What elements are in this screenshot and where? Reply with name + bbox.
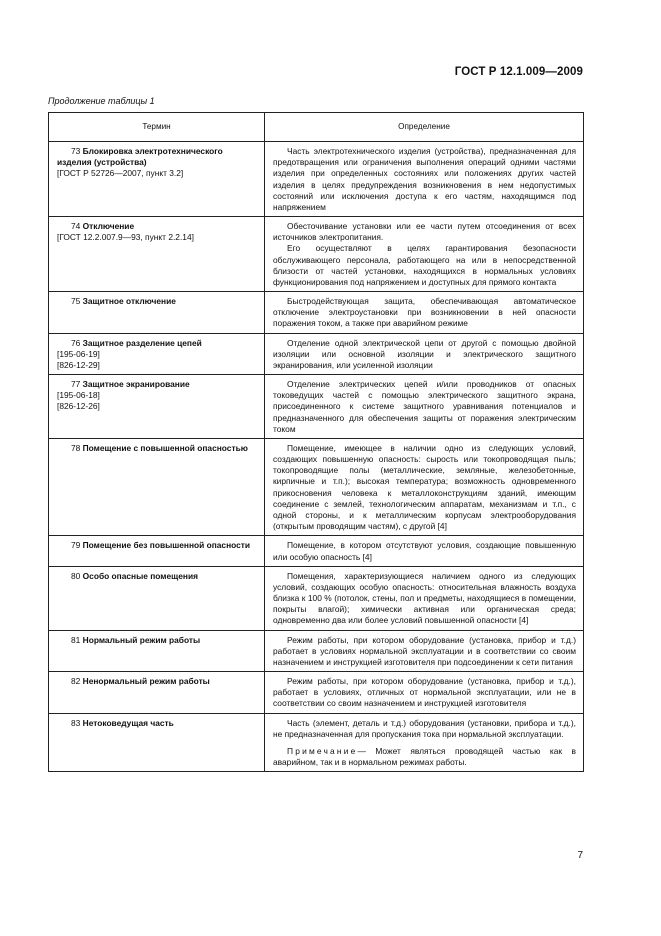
table-row <box>49 292 584 334</box>
table-row <box>49 536 584 566</box>
table-body <box>49 142 584 772</box>
definition-text: Быстродействующая защита, обеспечивающая автоматическое отключение электроустановки при возникновении в ней опасности поражения током, а также при аварийном режиме <box>273 296 576 329</box>
definition-cell <box>265 375 584 439</box>
table-row <box>49 375 584 439</box>
table-row <box>49 672 584 714</box>
definition-text: Отделение одной электрической цепи от другой с помощью двойной изоляции или основной изоляции и электрического защитного экранирования, или усиленной изоляции <box>273 337 576 370</box>
definition-text: Режим работы, при котором оборудование (установка, прибор и т.д.) работает в условиях нормальной эксплуатации и в соответствии со своим назначением и инструкцией изготовителя при подсоединении к сети питания <box>273 634 576 667</box>
term-cell <box>49 672 265 714</box>
term-number: 73 <box>71 146 81 156</box>
term-reference: [826-12-26] <box>57 401 100 412</box>
term-name: Нетоковедущая часть <box>82 717 174 728</box>
table-row <box>49 333 584 375</box>
term-name: Защитное экранирование <box>82 379 190 390</box>
term-cell <box>49 375 265 439</box>
term-cell <box>49 536 265 566</box>
term-cell <box>49 142 265 217</box>
definition-text: Часть электротехнического изделия (устройства), предназначенная для предотвращения или ограничения выполнения операций одними частями изделия при определенных состояниях или положениях других частей изделия в целях предупреждения возникновения в нем недопустимых состояний или исключения доступа к его частям, находящимся под напряжением <box>273 146 576 212</box>
definition-cell <box>265 536 584 566</box>
term-reference: [826-12-29] <box>57 359 100 370</box>
term-number: 80 <box>71 570 81 581</box>
definition-text: Его осуществляют в целях гарантирования безопасности обслуживающего персонала, работающего на или в непосредственной близости от частей установки, находящихся в нормальных условиях функционирования под напряжением и доступных для прямого контакта <box>273 243 576 287</box>
definition-text: Помещения, характеризующиеся наличием одного из следующих условий, создающих особую опасность: относительная влажность воздуха близка к 100 % (потолок, стены, пол и предметы, находящиеся в помещении, покрыты влагой); химически активная или органическая среда; одновременно два или более условий повышенной опасности [4] <box>273 570 576 626</box>
term-cell <box>49 438 265 535</box>
term-number: 83 <box>71 717 81 728</box>
term-reference: [ГОСТ Р 52726—2007, пункт 3.2] <box>57 168 184 179</box>
term-number: 78 <box>71 442 81 453</box>
definition-text: Часть (элемент, деталь и т.д.) оборудования (установки, прибора и т.д.), не предназначенная для пропускания тока при нормальной эксплуатации. <box>273 717 576 739</box>
term-name: Помещение без повышенной опасности <box>82 540 251 551</box>
term-number: 74 <box>71 221 81 232</box>
standard-designation: ГОСТ Р 12.1.009—2009 <box>454 66 583 78</box>
term-name: Защитное отключение <box>82 296 176 307</box>
term-number: 81 <box>71 634 81 645</box>
term-cell <box>49 630 265 672</box>
table-row <box>49 566 584 630</box>
definition-cell <box>265 672 584 714</box>
definition-cell <box>265 333 584 375</box>
table-row <box>49 630 584 672</box>
term-cell <box>49 292 265 334</box>
definition-text: Отделение электрических цепей и/или проводников от опасных токоведущих частей с помощью электрического защитного экрана, присоединенного к системе защитного уравнивания потенциалов и предназначенного для обеспечения защиты от поражения электрическим током <box>273 379 576 434</box>
term-number: 82 <box>71 676 81 687</box>
term-reference: [ГОСТ 12.2.007.9—93, пункт 2.2.14] <box>57 232 194 243</box>
term-name: Ненормальный режим работы <box>82 676 210 687</box>
term-name: Нормальный режим работы <box>82 634 201 645</box>
definition-cell <box>265 566 584 630</box>
table-row <box>49 438 584 535</box>
term-name: Помещение с повышенной опасностью <box>82 442 248 453</box>
term-name: Блокировка электротехнического изделия (устройства) <box>57 146 223 168</box>
page-number: 7 <box>577 850 583 861</box>
definition-note <box>273 746 576 768</box>
table-caption: Продолжение таблицы 1 <box>48 96 155 106</box>
definition-cell <box>265 438 584 535</box>
note-label: Примечание <box>287 745 358 756</box>
column-header-term: Термин <box>49 113 265 142</box>
term-cell <box>49 713 265 772</box>
definition-text: Режим работы, при котором оборудование (установка, прибор и т.д.), работает в условиях, отличных от нормальной эксплуатации, или не в соответствии со своим назначением и инструкцией изготовителя <box>273 676 576 709</box>
definition-cell <box>265 713 584 772</box>
term-cell <box>49 217 265 292</box>
term-name: Защитное разделение цепей <box>82 337 202 348</box>
table-row <box>49 713 584 772</box>
term-cell <box>49 333 265 375</box>
table-row <box>49 217 584 292</box>
term-reference: [195-06-18] <box>57 390 100 401</box>
term-cell <box>49 566 265 630</box>
definition-cell <box>265 292 584 334</box>
term-name: Отключение <box>82 221 135 232</box>
column-header-definition: Определение <box>265 113 584 142</box>
term-reference: [195-06-19] <box>57 348 100 359</box>
definition-cell <box>265 630 584 672</box>
term-number: 75 <box>71 296 81 307</box>
table-header-row <box>49 113 584 142</box>
terms-table <box>48 112 584 772</box>
definition-cell <box>265 142 584 217</box>
term-name: Особо опасные помещения <box>82 570 198 581</box>
definition-text: Помещение, в котором отсутствуют условия, создающие повышенную или особую опасность [4] <box>273 540 576 562</box>
term-number: 77 <box>71 379 81 390</box>
definition-text: Обесточивание установки или ее части путем отсоединения от всех источников электропитания. <box>273 221 576 243</box>
definition-cell <box>265 217 584 292</box>
definition-text: Помещение, имеющее в наличии одно из следующих условий, создающих повышенную опасность: сырость или токопроводящая пыль; токопроводящие полы (металлические, земляные, железобетонные, кирпичные и т.п.); высокая температура; возможность одновременного прикосновения человека к металлоконструкциям зданий, имеющим соединение с землей, технологическим аппаратам, механизмам и т.п., с одной стороны, и к металлическим корпусам электрооборудования (открытым проводящим частям), с другой [4] <box>273 442 576 532</box>
term-number: 76 <box>71 337 81 348</box>
note-text: — Может являться проводящей частью как в аварийном, так и в нормальном режимах работы. <box>273 745 576 768</box>
term-number: 79 <box>71 540 81 551</box>
table-row <box>49 142 584 217</box>
